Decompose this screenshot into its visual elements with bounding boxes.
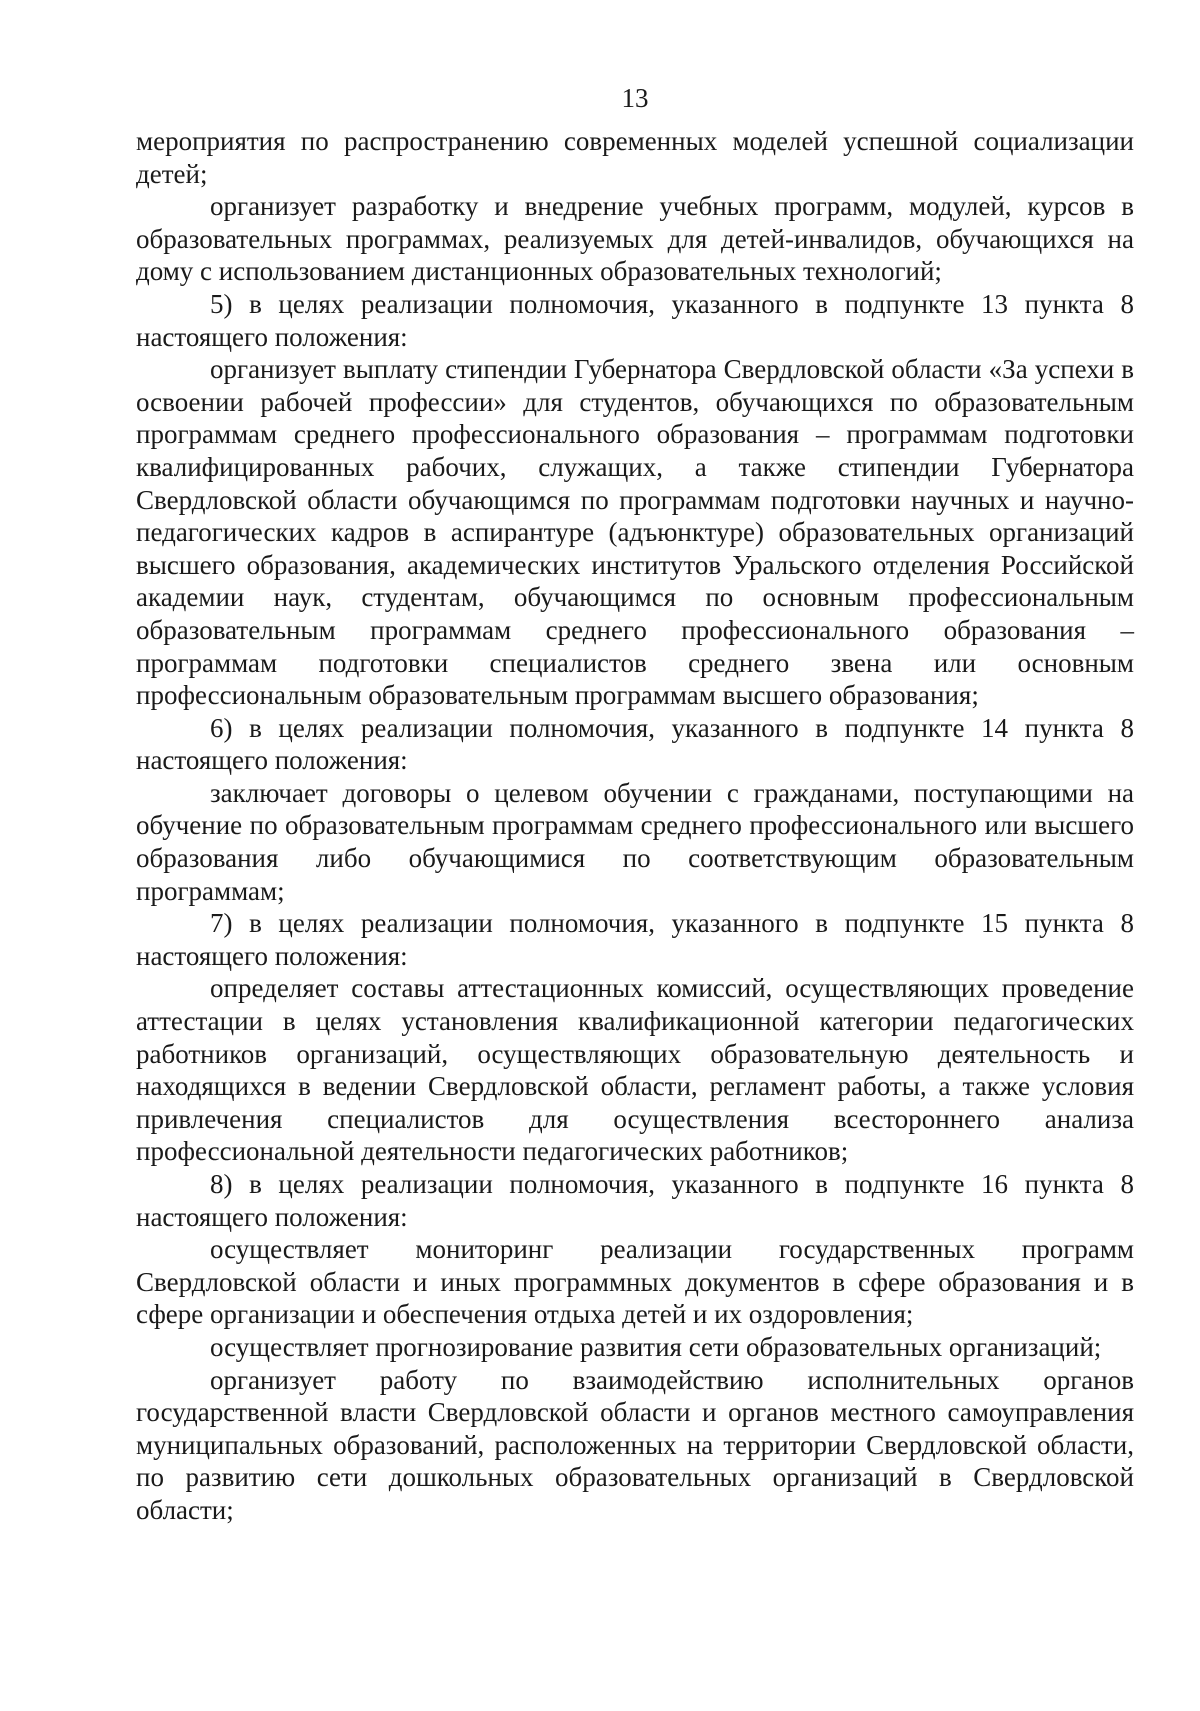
paragraph-item-5: 5) в целях реализации полномочия, указанного в подпункте 13 пункта 8 настоящего положения: [136,288,1134,352]
paragraph: организует работу по взаимодействию исполнительных органов государственной власти Свердловской области и органов местного самоуправления муниципальных образований, расположенных на территории Свердловской области, по развитию сети дошкольных образовательных организаций в Свердловской области; [136,1364,1134,1525]
paragraph-item-7: 7) в целях реализации полномочия, указанного в подпункте 15 пункта 8 настоящего положения: [136,908,1134,971]
paragraph: осуществляет прогнозирование развития сети образовательных организаций; [210,1331,1102,1362]
paragraph: определяет составы аттестационных комиссий, осуществляющих проведение аттестации в целях установления квалификационной категории педагогических работников организаций, осуществляющих образовательную деятельность и находящихся в ведении Свердловской области, регламент работы, а также условия привлечения специалистов для осуществления всестороннего анализа профессиональной деятельности педагогических работников; [136,973,1134,1167]
paragraph: организует разработку и внедрение учебных программ, модулей, курсов в образовательных программах, реализуемых для детей-инвалидов, обучающихся на дому с использованием дистанционных образовательных технологий; [136,191,1134,287]
paragraph-item-8: 8) в целях реализации полномочия, указанного в подпункте 16 пункта 8 настоящего положения: [136,1169,1134,1232]
page-number: 13 [621,83,649,113]
paragraph: заключает договоры о целевом обучении с гражданами, поступающими на обучение по образовательным программам среднего профессионального или высшего образования либо обучающимися по соответствующим образовательным программам; [136,777,1134,906]
paragraph: осуществляет мониторинг реализации государственных программ Свердловской области и иных программных документов в сфере образования и в сфере организации и обеспечения отдыха детей и их оздоровления; [136,1234,1134,1330]
document-body [136,125,1134,1527]
paragraph-continuation: мероприятия по распространению современных моделей успешной социализации детей; [136,126,1134,189]
paragraph: организует выплату стипендии Губернатора Свердловской области «За успехи в освоении рабочей профессии» для студентов, обучающихся по образовательным программам среднего профессионального образования – программам подготовки квалифицированных рабочих, служащих, а также стипендии Губернатора Свердловской области обучающимся по программам подготовки научных и научно-педагогических кадров в аспирантуре (адъюнктуре) образовательных организаций высшего образования, академических институтов Уральского отделения Российской академии наук, студентам, обучающимся по основным профессиональным образовательным программам среднего профессионального образования – программам подготовки специалистов среднего звена или основным профессиональным образовательным программам высшего образования; [136,354,1134,711]
paragraph-item-6: 6) в целях реализации полномочия, указанного в подпункте 14 пункта 8 настоящего положения: [136,712,1134,776]
